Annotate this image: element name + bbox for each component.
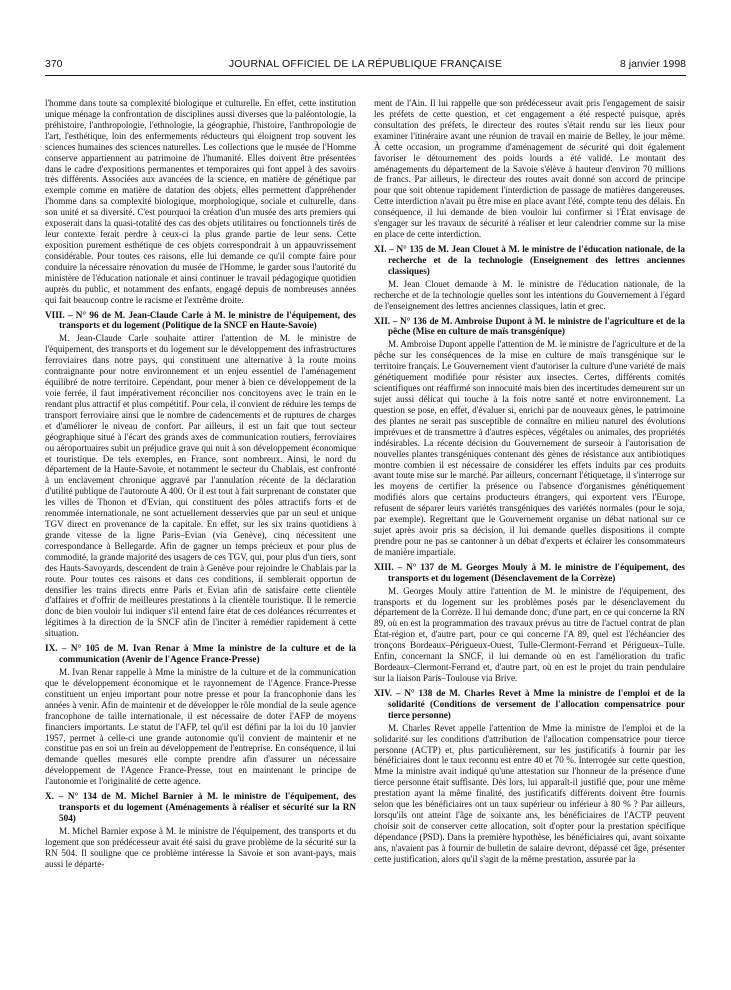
question-96-text: M. Jean-Claude Carle souhaite attirer l'attention de M. le ministre de l'équipement, des transports et du logement sur le développement des infrastructures ferroviaires dans notre pays, qui constituent une alternative à la route moins contraignante pour notre environnement et un enjeu essentiel de l'aménagement équilibré de notre territoire. Cependant, pour mener à bien ce développement de la voie ferrée, il faut impérativement réconcilier nos concitoyens avec le train en le rendant plus attractif et plus compétitif. Pour cela, il convient de réduire les temps de transport ferroviaire ainsi que le nombre de cadencements et de ruptures de charges et d'améliorer le niveau de confort. Par ailleurs, il est un fait que tout secteur géographique situé à l'écart des grands axes de communication routiers, ferroviaires ou aéroportuaires subit un préjudice grave qui nuit à son développement économique et touristique. De tels exemples, en France, sont nombreux. Ainsi, le nord du département de la Haute-Savoie, et notamment le secteur du Chablais, est confronté à un enclavement chronique aggravé par l'annulation récente de la déclaration d'utilité publique de l'autoroute A 400. Or il est tout à fait surprenant de constater que les villes de Thonon et d'Evian, qui constituent des pôles attractifs forts et de renommée internationale, ne sont actuellement desservies que par un seul et unique TGV direct en provenance de la capitale. En effet, sur les six trains quotidiens à grande vitesse de la ligne Paris–Evian (via Genève), cinq nécessitent une correspondance à Bellegarde. Afin de gagner un temps précieux et pour plus de commodité, la grande majorité des usagers de ces TGV, qui, pour plus d'un tiers, sont des Hauts-Savoyards, descendent de train à Genève pour rejoindre le Chablais par la route. Pour toutes ces raisons et dans ces conditions, il semblerait opportun de densifier les trains directs entre Paris et Evian afin de satisfaire cette clientèle d'affaires et d'offrir de meilleures prestations à la clientèle touristique. Il le remercie donc de bien vouloir lui indiquer s'il entend faire état de ces doléances récurrentes et légitimes à la direction de la SNCF afin de l'inciter à remédier rapidement à cette situation. — [45, 333, 356, 639]
question-134-continuation: ment de l'Ain. Il lui rappelle que son prédécesseur avait pris l'engagement de saisir les préfets de cette question, et cet engagement a été respecté puisque, après consultation des préfets, le directeur des routes s'était rendu sur les lieux pour examiner l'itinéraire avant une réunion de travail en mairie de Belley, le jour même. À cette occasion, un programme d'aménagement de sécurité qui doit également favoriser le détournement des poids lourds a été validé. Le montant des aménagements du département de la Savoie s'élève à hauteur d'environ 70 millions de francs. Par ailleurs, le directeur des routes avait donné son accord de principe pour que soit obtenue rapidement l'interdiction de passage de matières dangereuses. Cette interdiction n'avait pu être mise en place avant l'été, compte tenu des délais. En conséquence, il lui demande de bien vouloir lui confirmer si l'État envisage de s'engager sur les travaux de sécurité à réaliser et leur calendrier comme sur la mise en place de cette interdiction. — [374, 98, 685, 240]
question-138-heading: XIV. – N° 138 de M. Charles Revet à Mme la ministre de l'emploi et de la solidarité (Conditions de versement de l'allocation compensatrice pour tierce personne) — [374, 687, 685, 720]
question-135-heading: XI. – N° 135 de M. Jean Clouet à M. le ministre de l'éducation nationale, de la recherche et de la technologie (Enseignement des lettres anciennes classiques) — [374, 243, 685, 276]
question-135-text: M. Jean Clouet demande à M. le ministre de l'éducation nationale, de la recherche et de la technologie quelles sont les intentions du Gouvernement à l'égard de l'enseignement des lettres anciennes classiques, latin et grec. — [374, 278, 685, 311]
question-134-text: M. Michel Barnier expose à M. le ministre de l'équipement, des transports et du logement que son prédécesseur avait été saisi du grave problème de la sécurité sur la RN 504. Il souligne que ce problème intéresse la Savoie et son avant-pays, mais aussi le départe- — [45, 825, 356, 869]
question-105-text: M. Ivan Renar rappelle à Mme la ministre de la culture et de la communication que le développement économique et le rayonnement de l'Agence France-Presse constituent un enjeu important pour notre presse et pour la francophonie dans les années à venir. Afin de maintenir et de développer le rôle mondial de la seule agence francophone de taille internationale, il est nécessaire de doter l'AFP de moyens financiers importants. Le statut de l'AFP, tel qu'il est défini par la loi du 10 janvier 1957, permet à celle-ci une grande autonomie qu'il convient de maintenir et ne constitue pas en soi un frein au développement de l'entreprise. En conséquence, il lui demande quelles mesures elle compte prendre afin d'assurer un nécessaire développement de l'Agence France-Presse, tout en maintenant le principe de l'autonomie et l'originalité de cette agence. — [45, 667, 356, 787]
left-column — [45, 98, 356, 870]
question-137-heading: XIII. – N° 137 de M. Georges Mouly à M. le ministre de l'équipement, des transports et du logement (Désenclavement de la Corrèze) — [374, 561, 685, 583]
question-105-heading: IX. – N° 105 de M. Ivan Renar à Mme la ministre de la culture et de la communication (Avenir de l'Agence France-Presse) — [45, 643, 356, 665]
question-136-heading: XII. – N° 136 de M. Ambroise Dupont à M. le ministre de l'agriculture et de la pêche (Mise en culture de maïs transgénique) — [374, 315, 685, 337]
page-header — [45, 58, 686, 74]
question-136-text: M. Ambroise Dupont appelle l'attention de M. le ministre de l'agriculture et de la pêche sur les conséquences de la mise en culture de maïs transgénique sur le territoire français. Le Gouvernement vient d'autoriser la culture d'une variété de maïs génétiquement modifiée pour résister aux insectes. Certes, différents comités scientifiques ont réaffirmé son innocuité mais bien des incertitudes demeurent sur un sujet aussi délicat qui touche à la fois notre santé et notre environnement. La question se pose, en effet, d'évaluer si, enrichi par de nouveaux gènes, le patrimoine des plantes ne serait pas susceptible de connaître en milieu naturel des évolutions imprévues et de transmettre à d'autres espèces, végétales ou animales, des propriétés indésirables. La récente décision du Gouvernement de surseoir à l'autorisation de nouvelles plantes transgéniques contenant des gènes de résistance aux antibiotiques montre combien il est nécessaire de considérer les effets induits par ces produits avant toute mise sur le marché. Par ailleurs, concernant l'étiquetage, il s'interroge sur les moyens de certifier la présence ou l'absence d'organismes génétiquement modifiés alors que certains producteurs étrangers, qui exportent vers l'Europe, refusent de séparer leurs variétés transgéniques des variétés normales (pour le soja, par exemple). Regrettant que le Gouvernement organise un débat national sur ce sujet après avoir pris sa décision, il lui demande quelles dispositions il compte prendre pour ne pas se cantonner à un débat d'experts et éclairer les consommateurs de manière impartiale. — [374, 339, 685, 557]
question-96-heading: VIII. – N° 96 de M. Jean-Claude Carle à M. le ministre de l'équipement, des transports et du logement (Politique de la SNCF en Haute-Savoie) — [45, 309, 356, 331]
question-134-heading: X. – N° 134 de M. Michel Barnier à M. le ministre de l'équipement, des transports et du logement (Aménagements à réaliser et sécurité sur la RN 504) — [45, 791, 356, 823]
right-column — [374, 98, 685, 865]
issue-date: 8 janvier 1998 — [620, 58, 686, 70]
header-rule — [45, 75, 686, 76]
question-137-text: M. Georges Mouly attire l'attention de M. le ministre de l'équipement, des transports et du logement sur les problèmes posés par le désenclavement du département de la Corrèze. Il lui demande donc, d'une part, en ce qui concerne la RN 89, où en est la programmation des travaux prévus au titre de l'actuel contrat de plan État-région et, d'autre part, pour ce qui concerne l'A 89, quel est l'échéancier des tronçons Bordeaux–Périgueux-Ouest, Tulle-Clermont-Ferrand et Périgueux–Tulle. Enfin, concernant la SNCF, il lui demande où en est l'amélioration du trafic Bordeaux–Clermont-Ferrand et, d'autre part, où en est le projet du train pendulaire sur la liaison Paris–Toulouse via Brive. — [374, 585, 685, 684]
paragraph-opening: l'homme dans toute sa complexité biologique et culturelle. En effet, cette institution unique ménage la confrontation de disciplines aussi diverses que la paléontologie, la préhistoire, l'anthropologie, l'ethnologie, la géographie, l'histoire, l'anthropologie de l'art, l'esthétique, loin des enfermements réducteurs qui éloignent trop souvent les sciences humaines des sciences naturelles. Les collections que le musée de l'Homme conserve appartiennent au patrimoine de l'humanité. Elles doivent être présentées dans le cadre d'expositions permanentes et temporaires qui font appel à des savoirs très différents. Associées aux avancées de la science, en matière de génétique par exemple comme en matière de datation des objets, elles permettent d'appréhender l'homme dans sa complexité biologique, morphologique, sociale et culturelle, dans son unité et sa diversité. C'est pourquoi la création d'un musée des arts premiers qui exposerait dans la quasi-totalité des cas des objets utilitaires ou fonctionnels tirés de leur contexte ferait perdre à ceux-ci la plus grande partie de leur sens. Cette exposition purement esthétique de ces objets correspondrait à un appauvrissement considérable. Pour toutes ces raisons, elle lui demande ce qu'il compte faire pour conduire la nécessaire rénovation du musée de l'Homme, le garder sous l'autorité du ministère de l'éducation nationale et ainsi continuer le travail pédagogique quotidien auprès du public, et notamment des enfants, engagé depuis de nombreuses années qui fait beaucoup contre le racisme et l'extrême droite. — [45, 98, 356, 305]
page-number: 370 — [45, 58, 63, 70]
question-138-text: M. Charles Revet appelle l'attention de Mme la ministre de l'emploi et de la solidarité sur les conditions d'attribution de l'allocation compensatrice pour tierce personne (ACTP) et, plus particulièrement, sur les justificatifs à fournir par les bénéficiaires dont le taux reconnu est entre 40 et 70 %. Interrogée sur cette question, Mme la ministre avait indiqué qu'une attestation sur l'honneur de la présence d'une tierce personne était suffisante. Dès lors, lui apparaît-il justifié que, pour une même prestation ayant la même finalité, des justificatifs différents doivent être fournis selon que les bénéficiaires ont un taux supérieur ou inférieur à 80 % ? Par ailleurs, lorsqu'ils ont atteint l'âge de soixante ans, les bénéficiaires de l'ACTP peuvent choisir soit de conserver cette allocation, soit d'opter pour la prestation spécifique dépendance (PSD). Dans la première hypothèse, les bénéficiaires qui, avant soixante ans, n'avaient pas à fournir de bulletin de salaire devront, dépassé cet âge, présenter cette justification, alors qu'il s'agit de la même prestation, assurée par la — [374, 722, 685, 864]
journal-title: JOURNAL OFFICIEL DE LA RÉPUBLIQUE FRANÇAISE — [228, 58, 503, 70]
